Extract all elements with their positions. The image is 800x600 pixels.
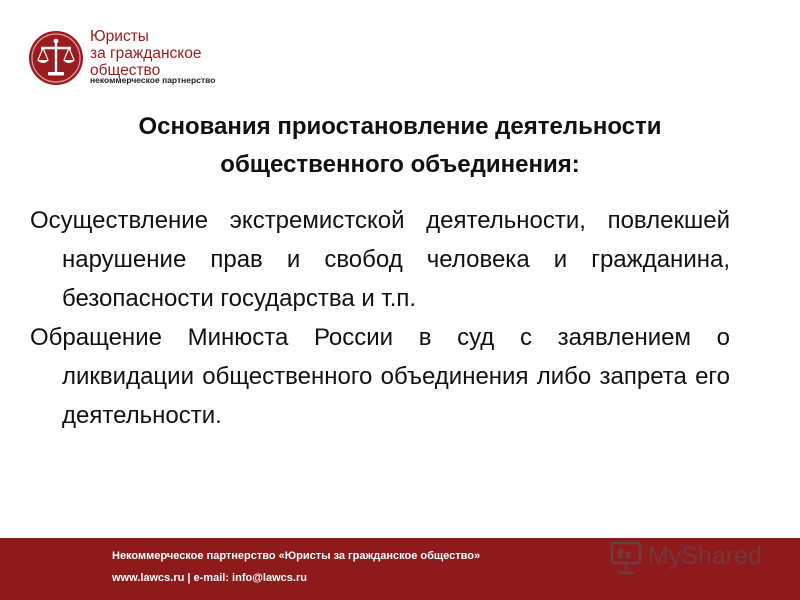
logo-title-line: общество bbox=[90, 62, 161, 79]
slide-title-line: Основания приостановление деятельности bbox=[138, 113, 662, 140]
logo-title bbox=[90, 28, 201, 79]
slide-body bbox=[30, 201, 730, 435]
presentation-board-icon bbox=[608, 540, 644, 576]
logo-title-line: за гражданское bbox=[90, 45, 202, 62]
body-paragraph: Осуществление экстремистской деятельности, повлекшей нарушение прав и свобод человека и гражданина, безопасности государства и т.п. bbox=[30, 207, 730, 312]
body-paragraph: Обращение Минюста России в суд с заявлением о ликвидации общественного объединения либо запрета его деятельности. bbox=[30, 324, 730, 429]
logo-subtitle: некоммерческое партнерство bbox=[90, 75, 216, 85]
slide-title bbox=[40, 108, 760, 184]
watermark-text: MyShared bbox=[648, 542, 762, 570]
logo-title-line: Юристы bbox=[90, 28, 149, 45]
watermark-logo bbox=[608, 540, 768, 576]
slide-title-line: общественного объединения: bbox=[220, 151, 580, 178]
footer-organization-name: Некоммерческое партнерство «Юристы за гражданское общество» bbox=[112, 550, 481, 562]
footer-contacts: www.lawcs.ru | e-mail: info@lawcs.ru bbox=[112, 572, 307, 584]
organization-logo bbox=[28, 28, 268, 88]
scales-of-justice-icon bbox=[28, 30, 84, 86]
